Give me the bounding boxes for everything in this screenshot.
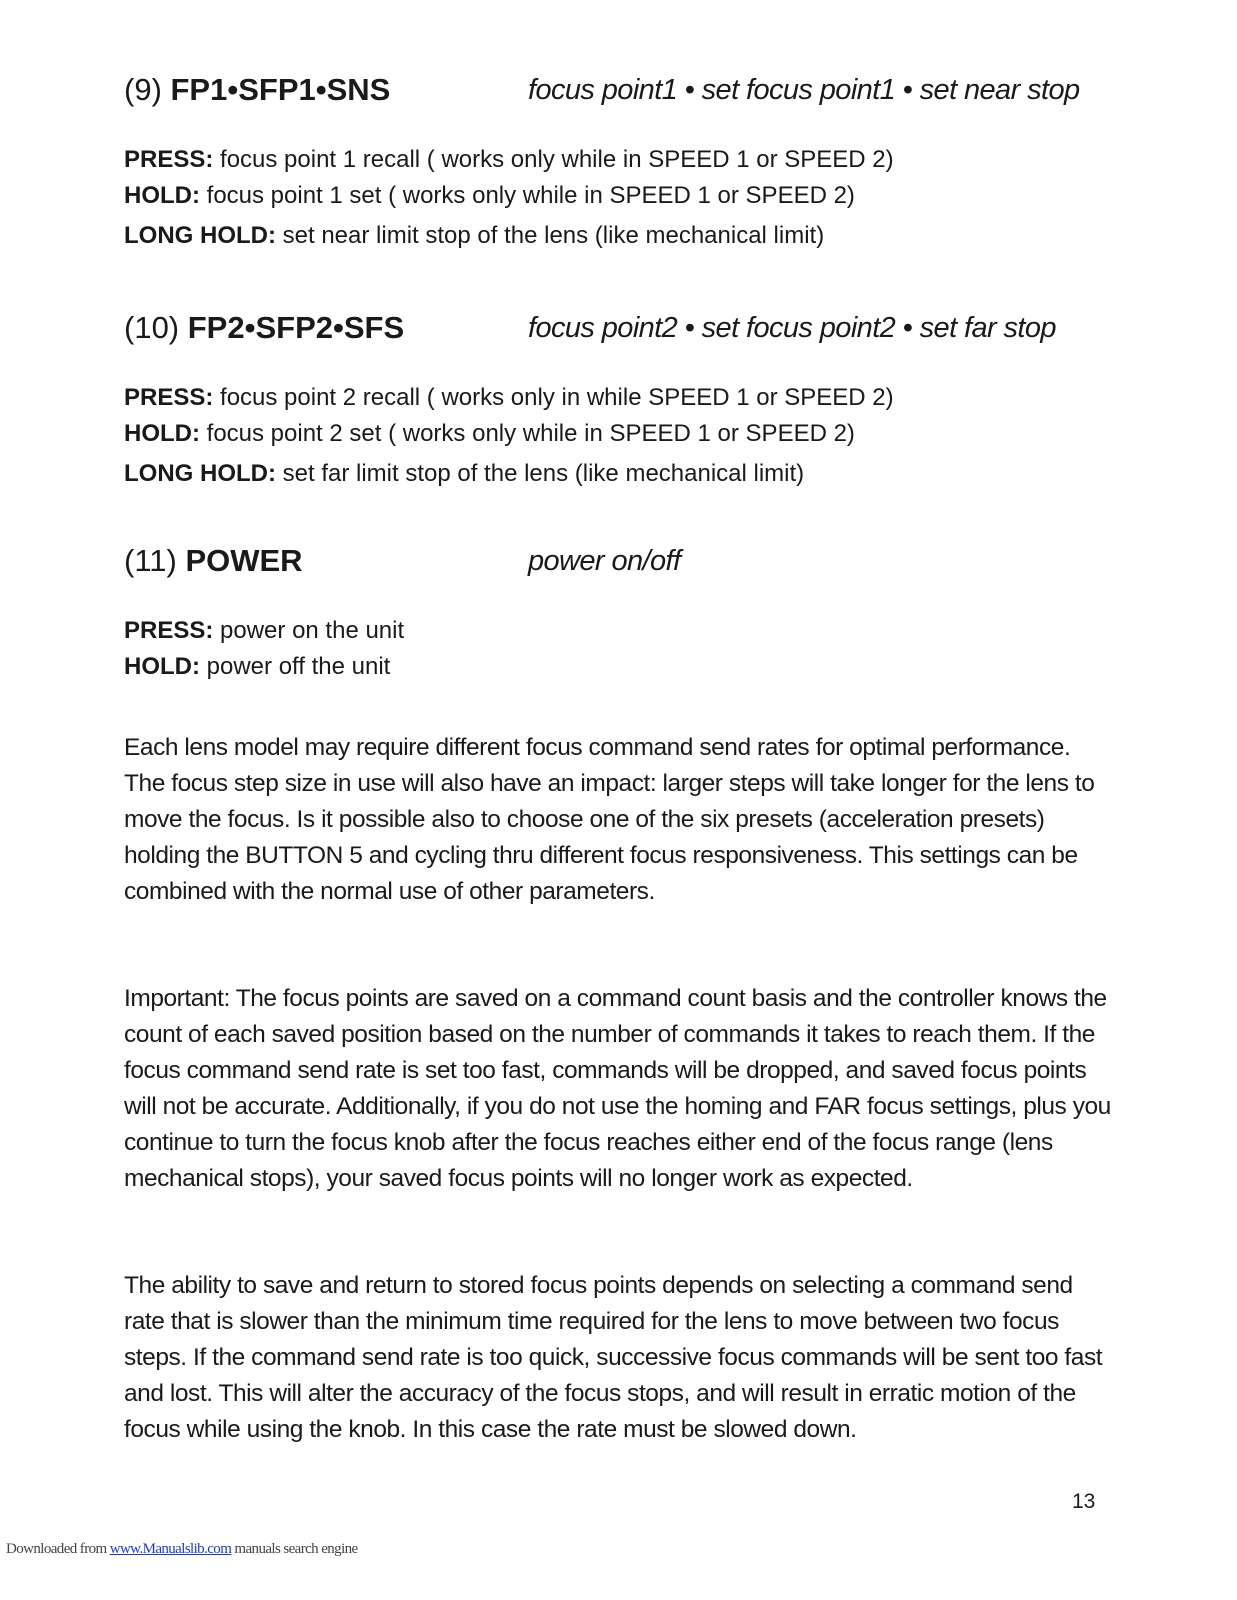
paragraph-text: Important: The focus points are saved on a command count basis and the controller knows the count of each saved position based on the number of commands it takes to reach them. If the focus command send rate is set too fast, commands will be dropped, and saved focus points will not be accurate. Additionally, if you do not use the homing and FAR focus settings, plus you continue to turn the focus knob after the focus reaches either end of the focus range (lens mechanical stops), your saved focus points will no longer work as expected. — [124, 985, 1111, 1192]
instruction-label: HOLD: — [124, 653, 200, 680]
section-description: focus point1 • set focus point1 • set near stop — [528, 74, 1080, 106]
section-number: (10) — [124, 310, 188, 345]
section-heading — [124, 539, 1114, 583]
section-fp1 — [124, 68, 1114, 254]
section-description: power on/off — [528, 545, 681, 577]
section-number: (11) — [124, 543, 186, 578]
instruction-text: power off the unit — [199, 653, 391, 680]
instruction-line — [124, 416, 1114, 452]
instruction-text: set far limit stop of the lens (like mechanical limit) — [275, 460, 805, 487]
footer-suffix: manuals search engine — [231, 1541, 358, 1557]
section-power — [124, 539, 1114, 685]
section-code: FP1•SFP1•SNS — [170, 72, 391, 107]
instruction-line — [124, 178, 1114, 214]
section-heading — [124, 68, 1114, 112]
section-code: POWER — [185, 543, 303, 578]
body-paragraph — [124, 1268, 1114, 1448]
instruction-text: set near limit stop of the lens (like mechanical limit) — [275, 222, 825, 249]
instruction-text: power on the unit — [213, 617, 405, 644]
instruction-label: PRESS: — [124, 146, 214, 173]
section-number: (9) — [124, 72, 171, 107]
paragraph-text: The ability to save and return to stored focus points depends on selecting a command send rate that is slower than the minimum time required for the lens to move between two focus steps. If the command send rate is too quick, successive focus commands will be sent too fast and lost. This will alter the accuracy of the focus stops, and will result in erratic motion of the focus while using the knob. In this case the rate must be slowed down. — [124, 1272, 1103, 1443]
section-heading — [124, 306, 1114, 350]
instruction-label: HOLD: — [124, 420, 200, 447]
instruction-text: focus point 2 set ( works only while in SPEED 1 or SPEED 2) — [199, 420, 855, 447]
body-paragraph — [124, 730, 1114, 910]
instruction-label: LONG HOLD: — [124, 460, 276, 487]
section-fp2 — [124, 306, 1114, 492]
instruction-text: focus point 1 set ( works only while in SPEED 1 or SPEED 2) — [199, 182, 855, 209]
instruction-line — [124, 613, 1114, 649]
instruction-line — [124, 218, 1114, 254]
instruction-label: PRESS: — [124, 617, 214, 644]
instruction-line — [124, 649, 1114, 685]
body-paragraph — [124, 981, 1114, 1196]
download-footer — [6, 1541, 358, 1558]
instruction-text: focus point 1 recall ( works only while in SPEED 1 or SPEED 2) — [213, 146, 894, 173]
footer-prefix: Downloaded from — [6, 1541, 110, 1557]
paragraph-text: Each lens model may require different focus command send rates for optimal performance. The focus step size in use will also have an impact: larger steps will take longer for the lens to move the focus. Is it possible also to choose one of the six presets (acceleration presets) holding the BUTTON 5 and cycling thru different focus responsiveness. This settings can be combined with the normal use of other parameters. — [124, 734, 1095, 905]
instruction-label: HOLD: — [124, 182, 200, 209]
instruction-line — [124, 380, 1114, 416]
page-number: 13 — [1072, 1490, 1096, 1513]
section-description: focus point2 • set focus point2 • set far stop — [528, 312, 1056, 344]
manualslib-link[interactable]: www.Manualslib.com — [109, 1541, 232, 1557]
instruction-line — [124, 142, 1114, 178]
instruction-label: PRESS: — [124, 384, 214, 411]
instruction-label: LONG HOLD: — [124, 222, 276, 249]
instruction-text: focus point 2 recall ( works only in while SPEED 1 or SPEED 2) — [213, 384, 894, 411]
instruction-line — [124, 456, 1114, 492]
section-code: FP2•SFP2•SFS — [187, 310, 405, 345]
